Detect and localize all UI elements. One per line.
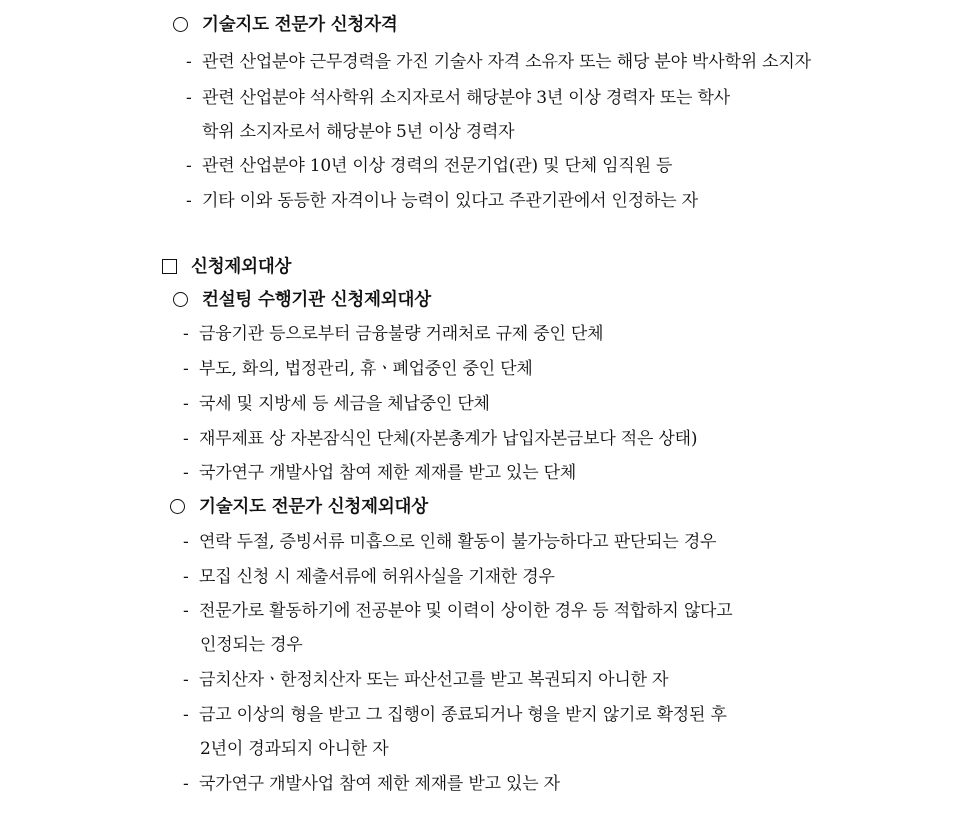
list-item-continuation bbox=[202, 120, 514, 144]
list-item bbox=[186, 50, 811, 74]
list-item-text: 국가연구 개발사업 참여 제한 제재를 받고 있는 자 bbox=[199, 774, 560, 794]
heading-text: 기술지도 전문가 신청제외대상 bbox=[199, 497, 428, 517]
list-item-text: 연락 두절, 증빙서류 미흡으로 인해 활동이 불가능하다고 판단되는 경우 bbox=[199, 532, 717, 552]
dash-bullet: - bbox=[183, 567, 189, 587]
list-item bbox=[183, 322, 603, 346]
circle-bullet-icon bbox=[173, 292, 188, 307]
dash-bullet: - bbox=[186, 52, 192, 72]
list-item-text: 모집 신청 시 제출서류에 허위사실을 기재한 경우 bbox=[199, 567, 555, 587]
list-item-text: 관련 산업분야 석사학위 소지자로서 해당분야 3년 이상 경력자 또는 학사 bbox=[202, 88, 730, 108]
list-item-text: 학위 소지자로서 해당분야 5년 이상 경력자 bbox=[202, 122, 515, 142]
dash-bullet: - bbox=[183, 601, 189, 621]
list-item-continuation bbox=[200, 633, 303, 657]
heading-text: 컨설팅 수행기관 신청제외대상 bbox=[202, 290, 431, 310]
dash-bullet: - bbox=[183, 324, 189, 344]
subsection-heading-expert bbox=[170, 495, 428, 519]
section-heading-qualification bbox=[173, 13, 398, 37]
list-item bbox=[183, 565, 555, 589]
list-item bbox=[183, 427, 697, 451]
list-item-text: 금융기관 등으로부터 금융불량 거래처로 규제 중인 단체 bbox=[199, 324, 604, 344]
list-item-text: 금고 이상의 형을 받고 그 집행이 종료되거나 형을 받지 않기로 확정된 후 bbox=[199, 705, 727, 725]
square-bullet-icon bbox=[162, 259, 177, 274]
list-item bbox=[183, 599, 733, 623]
dash-bullet: - bbox=[186, 88, 192, 108]
list-item-text: 국세 및 지방세 등 세금을 체납중인 단체 bbox=[199, 394, 490, 414]
list-item-text: 기타 이와 동등한 자격이나 능력이 있다고 주관기관에서 인정하는 자 bbox=[202, 191, 698, 211]
list-item-text: 관련 산업분야 10년 이상 경력의 전문기업(관) 및 단체 임직원 등 bbox=[202, 156, 673, 176]
list-item-text: 부도, 화의, 법정관리, 휴ㆍ폐업중인 중인 단체 bbox=[199, 359, 533, 379]
dash-bullet: - bbox=[183, 463, 189, 483]
dash-bullet: - bbox=[186, 156, 192, 176]
list-item bbox=[183, 357, 533, 381]
list-item-text: 재무제표 상 자본잠식인 단체(자본총계가 납입자본금보다 적은 상태) bbox=[199, 429, 698, 449]
dash-bullet: - bbox=[186, 191, 192, 211]
list-item bbox=[183, 703, 727, 727]
dash-bullet: - bbox=[183, 394, 189, 414]
list-item-text: 국가연구 개발사업 참여 제한 제재를 받고 있는 단체 bbox=[199, 463, 577, 483]
dash-bullet: - bbox=[183, 705, 189, 725]
list-item bbox=[186, 86, 730, 110]
dash-bullet: - bbox=[183, 359, 189, 379]
list-item bbox=[183, 668, 668, 692]
dash-bullet: - bbox=[183, 429, 189, 449]
list-item bbox=[183, 392, 490, 416]
list-item bbox=[186, 189, 698, 213]
section-title-exclusions bbox=[162, 255, 291, 279]
subsection-heading-consulting bbox=[173, 288, 431, 312]
list-item-text: 금치산자ㆍ한정치산자 또는 파산선고를 받고 복권되지 아니한 자 bbox=[199, 670, 669, 690]
list-item-text: 2년이 경과되지 아니한 자 bbox=[200, 739, 389, 759]
dash-bullet: - bbox=[183, 774, 189, 794]
circle-bullet-icon bbox=[170, 499, 185, 514]
list-item-text: 인정되는 경우 bbox=[200, 635, 303, 655]
circle-bullet-icon bbox=[173, 17, 188, 32]
dash-bullet: - bbox=[183, 670, 189, 690]
list-item bbox=[183, 772, 560, 796]
list-item bbox=[186, 154, 672, 178]
dash-bullet: - bbox=[183, 532, 189, 552]
list-item-continuation bbox=[200, 737, 388, 761]
list-item bbox=[183, 530, 716, 554]
heading-text: 기술지도 전문가 신청자격 bbox=[202, 15, 398, 35]
list-item-text: 관련 산업분야 근무경력을 가진 기술사 자격 소유자 또는 해당 분야 박사학위 소지자 bbox=[202, 52, 811, 72]
section-title-text: 신청제외대상 bbox=[191, 257, 292, 277]
list-item-text: 전문가로 활동하기에 전공분야 및 이력이 상이한 경우 등 적합하지 않다고 bbox=[199, 601, 733, 621]
list-item bbox=[183, 461, 576, 485]
